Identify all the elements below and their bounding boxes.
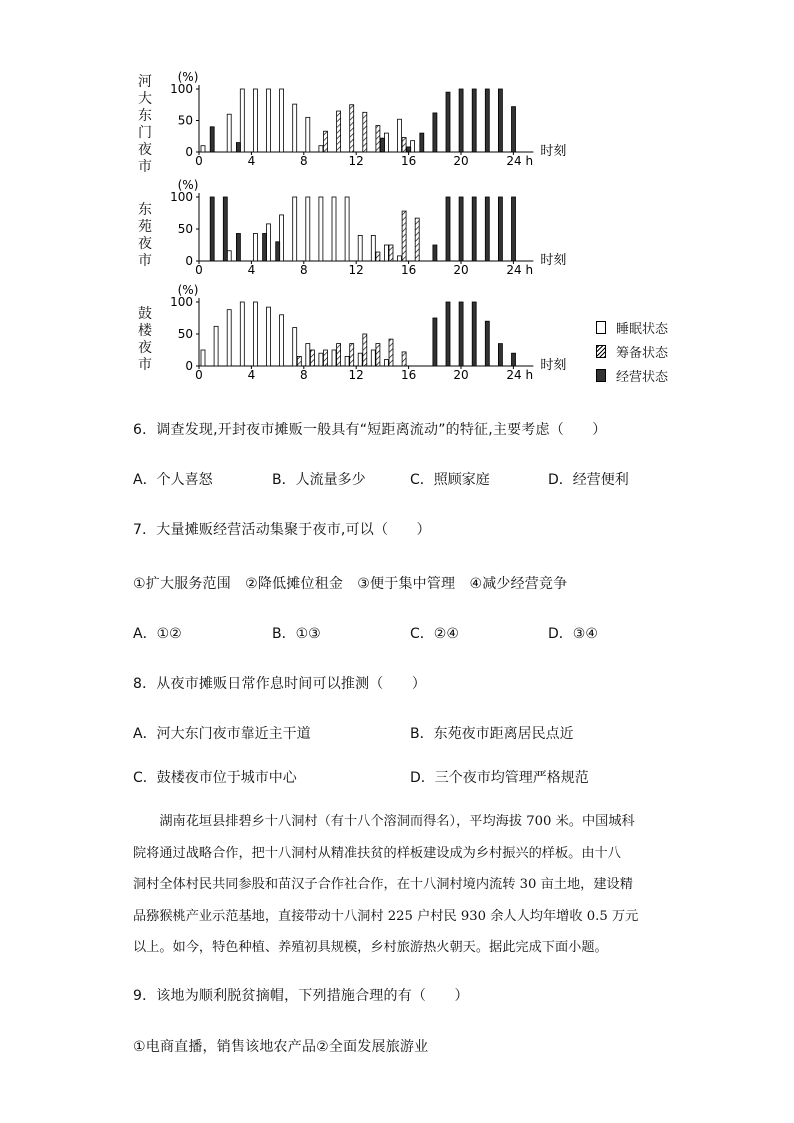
- chart-3-bar-prepare: [389, 339, 393, 366]
- chart-2-bar-operate: [236, 233, 240, 261]
- chart-1-title-char: 大: [138, 91, 152, 107]
- chart-2-bar-operate: [446, 197, 450, 261]
- chart-1-title-char: 河: [138, 74, 152, 90]
- question-9-statements: ①电商直播，销售该地农产品②全面发展旅游业: [133, 1039, 429, 1055]
- chart-1-bar-prepare: [363, 112, 367, 152]
- chart-1-bar-operate: [459, 89, 463, 152]
- chart-3-bar-sleep: [240, 302, 244, 366]
- chart-3-xtick-label: 24 h: [506, 368, 534, 382]
- chart-1-bar-operate: [433, 113, 437, 152]
- passage-line: 院将通过战略合作，把十八洞村从精准扶贫的样板建设成为乡村振兴的样板。由十八: [133, 845, 621, 861]
- passage-line: 湖南花垣县排碧乡十八洞村（有十八个溶洞而得名），平均海拔 700 米。中国城科: [133, 814, 635, 829]
- chart-3-bar-sleep: [267, 307, 271, 366]
- chart-3-bar-prepare: [363, 334, 367, 366]
- chart-1-xtick-label: 24 h: [506, 154, 534, 168]
- chart-2-bar-sleep: [267, 224, 271, 261]
- chart-1-ylabel: (%): [177, 70, 199, 84]
- chart-3-xlabel: 时刻: [540, 358, 567, 373]
- chart-3-bar-prepare: [324, 350, 328, 366]
- question-7-option-d[interactable]: D．③④: [548, 626, 598, 642]
- chart-3-ytick-label: 50: [177, 327, 193, 341]
- chart-2-bar-operate: [276, 242, 280, 261]
- question-6-option-c[interactable]: C．照顾家庭: [410, 472, 490, 488]
- chart-1-bar-sleep: [306, 117, 310, 152]
- chart-2-title-char: 市: [138, 253, 152, 269]
- chart-3-bar-sleep: [358, 353, 362, 366]
- question-7-option-a[interactable]: A．①②: [133, 626, 182, 642]
- question-6-option-d[interactable]: D．经营便利: [548, 472, 629, 488]
- chart-3-bar-operate: [433, 318, 437, 366]
- chart-2-title-char: 夜: [138, 236, 152, 252]
- legend-swatch-operate: [596, 369, 606, 382]
- chart-3-xtick-label: 12: [348, 368, 364, 382]
- chart-3-xtick-label: 8: [299, 368, 308, 382]
- legend-prepare: [596, 342, 668, 361]
- night-market-charts: [0, 0, 794, 400]
- chart-2-bar-operate: [263, 233, 267, 261]
- chart-2-xtick-label: 0: [195, 263, 203, 277]
- legend-label-prepare: 筹备状态: [616, 346, 669, 361]
- chart-1-bar-operate: [407, 147, 411, 152]
- chart-3-bar-sleep: [371, 350, 375, 366]
- chart-2-bar-sleep: [253, 233, 257, 261]
- chart-2-bar-prepare: [415, 218, 419, 261]
- chart-2-bar-operate: [472, 197, 476, 261]
- chart-2-bar-operate: [485, 197, 489, 261]
- chart-2-ylabel: (%): [177, 178, 199, 192]
- chart-2-bar-sleep: [384, 245, 388, 261]
- chart-1-xtick-label: 12: [348, 154, 364, 168]
- chart-2-bar-sleep: [227, 251, 231, 261]
- passage-line: 洞村全体村民共同参股和苗汉子合作社合作，在十八洞村境内流转 30 亩土地，建设精: [133, 877, 633, 892]
- chart-1-xtick-label: 4: [247, 154, 256, 168]
- chart-1-bar-sleep: [398, 119, 402, 152]
- chart-2-bar-prepare: [402, 211, 406, 261]
- chart-2-bar-operate: [210, 197, 214, 261]
- chart-1-bar-sleep: [201, 146, 205, 152]
- chart-1-bar-sleep: [293, 104, 297, 152]
- chart-3-bar-sleep: [293, 328, 297, 366]
- legend-label-sleep: 睡眠状态: [616, 322, 669, 337]
- chart-3-title-char: 夜: [138, 340, 152, 356]
- chart-3-ytick-label: 0: [185, 359, 193, 373]
- chart-3-bar-prepare: [297, 356, 301, 366]
- chart-3-bar-prepare: [310, 350, 314, 366]
- chart-2-bar-sleep: [371, 235, 375, 261]
- chart-3-bar-sleep: [227, 310, 231, 366]
- chart-1-title-char: 夜: [138, 142, 152, 158]
- chart-2-bar-operate: [223, 197, 227, 261]
- chart-1-bar-sleep: [227, 114, 231, 152]
- chart-2-bar-sleep: [332, 197, 336, 261]
- chart-2-title-char: 东: [138, 202, 152, 218]
- legend-label-operate: 经营状态: [616, 370, 669, 385]
- legend-swatch-prepare: [596, 345, 606, 358]
- chart-3-xtick-label: 20: [453, 368, 469, 382]
- chart-1-bar-sleep: [411, 141, 415, 152]
- chart-1-bar-operate: [420, 133, 424, 152]
- question-7-statements: ①扩大服务范围 ②降低摊位租金 ③便于集中管理 ④减少经营竞争: [133, 576, 568, 592]
- chart-1-title-char: 东: [138, 108, 152, 124]
- chart-1-bar-prepare: [376, 126, 380, 152]
- legend-sleep: [596, 318, 668, 337]
- chart-1-ytick-label: 50: [177, 113, 193, 128]
- passage-line: 以上。如今，特色种植、养殖初具规模，乡村旅游热火朝天。据此完成下面小题。: [133, 940, 608, 955]
- chart-1-ytick-label: 100: [170, 82, 193, 96]
- chart-3-title-char: 鼓: [138, 306, 152, 322]
- chart-2-bar-sleep: [293, 197, 297, 261]
- chart-2-title-char: 苑: [138, 219, 152, 235]
- chart-1-bar-sleep: [240, 89, 244, 152]
- chart-3-bar-prepare: [402, 352, 406, 366]
- reading-passage: [133, 806, 673, 964]
- question-8-option-a[interactable]: A．河大东门夜市靠近主干道: [133, 726, 311, 742]
- question-8-stem: 8．从夜市摊贩日常作息时间可以推测（ ）: [133, 676, 427, 692]
- chart-1-bar-prepare: [337, 111, 341, 152]
- chart-1-bar-prepare: [402, 138, 406, 152]
- question-9-stem: 9．该地为顺利脱贫摘帽，下列措施合理的有（ ）: [133, 988, 469, 1004]
- chart-3-title-char: 市: [138, 357, 152, 373]
- chart-2-xtick-label: 4: [247, 263, 256, 277]
- question-8-option-c[interactable]: C．鼓楼夜市位于城市中心: [133, 770, 297, 786]
- chart-3-bar-operate: [472, 302, 476, 366]
- chart-3-bar-operate: [446, 302, 450, 366]
- chart-2-bar-sleep: [280, 215, 284, 261]
- chart-1-bar-operate: [472, 89, 476, 152]
- chart-2-bar-sleep: [319, 197, 323, 261]
- question-6-option-b[interactable]: B．人流量多少: [272, 472, 366, 488]
- chart-1-bar-operate: [236, 143, 240, 152]
- chart-3-xtick-label: 16: [400, 368, 417, 382]
- chart-1-bar-sleep: [319, 146, 323, 152]
- chart-1-xtick-label: 0: [195, 154, 203, 168]
- legend-swatch-sleep: [596, 321, 606, 334]
- question-6-stem: 6．调查发现,开封夜市摊贩一般具有“短距离流动”的特征,主要考虑（ ）: [133, 422, 607, 438]
- chart-3-bar-prepare: [337, 344, 341, 366]
- question-8-option-b[interactable]: B．东苑夜市距离居民点近: [410, 726, 574, 742]
- chart-1-xlabel: 时刻: [540, 144, 567, 159]
- passage-line: 品猕猴桃产业示范基地，直接带动十八洞村 225 户村民 930 余人人均年增收 0.5 万元: [133, 908, 639, 924]
- chart-1-xtick-label: 20: [453, 154, 469, 168]
- chart-1-bar-sleep: [384, 133, 388, 152]
- chart-1-bar-operate: [498, 89, 502, 152]
- question-8-option-d[interactable]: D．三个夜市均管理严格规范: [410, 770, 589, 786]
- chart-2-bar-operate: [512, 197, 516, 261]
- chart-2-ytick-label: 100: [170, 190, 193, 204]
- chart-3-bar-prepare: [376, 344, 380, 366]
- chart-1-xtick-label: 8: [299, 154, 308, 168]
- chart-3-bar-prepare: [350, 344, 354, 366]
- question-7-option-b[interactable]: B．①③: [272, 626, 321, 642]
- chart-3-bar-operate: [512, 353, 516, 366]
- chart-2-bar-prepare: [376, 252, 380, 261]
- chart-3-bar-operate: [485, 321, 489, 366]
- chart-3-bar-sleep: [384, 360, 388, 366]
- chart-1-bar-operate: [485, 89, 489, 152]
- chart-2-bar-operate: [433, 245, 437, 261]
- chart-2-bar-prepare: [389, 245, 393, 261]
- chart-1-title-char: 市: [138, 159, 152, 175]
- chart-2-bar-sleep: [398, 256, 402, 261]
- question-6-option-a[interactable]: A．个人喜怒: [133, 472, 213, 488]
- chart-1-bar-operate: [446, 92, 450, 152]
- chart-2-xtick-label: 16: [400, 263, 417, 277]
- chart-2-xtick-label: 24 h: [506, 263, 534, 277]
- chart-1-bar-operate: [210, 127, 214, 152]
- legend-operate: [596, 366, 668, 385]
- chart-3-bar-sleep: [306, 344, 310, 366]
- chart-2-xtick-label: 12: [348, 263, 364, 277]
- question-7-option-c[interactable]: C．②④: [410, 626, 459, 642]
- chart-3-bar-sleep: [201, 350, 205, 366]
- chart-1-bar-prepare: [350, 105, 354, 152]
- chart-3-xtick-label: 0: [195, 368, 203, 382]
- chart-3-bar-sleep: [280, 315, 284, 366]
- chart-3-bar-sleep: [332, 350, 336, 366]
- chart-2-bar-sleep: [306, 197, 310, 261]
- chart-3-ytick-label: 100: [170, 295, 193, 309]
- chart-2-xtick-label: 20: [453, 263, 469, 277]
- chart-3-title-char: 楼: [138, 323, 152, 339]
- chart-3-bar-operate: [498, 344, 502, 366]
- chart-1-title-char: 门: [138, 125, 152, 141]
- chart-2-ytick-label: 50: [177, 222, 193, 236]
- chart-1-bar-sleep: [253, 89, 257, 152]
- chart-2-bar-operate: [498, 197, 502, 261]
- chart-1-bar-prepare: [324, 131, 328, 152]
- question-7-stem: 7．大量摊贩经营活动集聚于夜市,可以（ ）: [133, 522, 431, 538]
- chart-3-bar-sleep: [253, 302, 257, 366]
- chart-2-xlabel: 时刻: [540, 253, 567, 268]
- chart-2-xtick-label: 8: [299, 263, 308, 277]
- chart-1-xtick-label: 16: [400, 154, 417, 168]
- chart-1-bar-sleep: [280, 89, 284, 152]
- chart-1-bar-operate: [512, 107, 516, 152]
- chart-2-bar-sleep: [345, 197, 349, 261]
- chart-3-ylabel: (%): [177, 283, 199, 297]
- chart-2-bar-operate: [459, 197, 463, 261]
- chart-3-bar-operate: [459, 302, 463, 366]
- chart-1-ytick-label: 0: [185, 145, 193, 159]
- chart-3-xtick-label: 4: [247, 368, 256, 382]
- chart-1-bar-sleep: [267, 89, 271, 152]
- chart-3-bar-sleep: [345, 356, 349, 366]
- chart-3-bar-sleep: [214, 326, 218, 366]
- chart-2-bar-sleep: [358, 235, 362, 261]
- chart-2-ytick-label: 0: [185, 254, 193, 268]
- chart-3-bar-sleep: [319, 353, 323, 366]
- chart-1-bar-operate: [381, 138, 385, 152]
